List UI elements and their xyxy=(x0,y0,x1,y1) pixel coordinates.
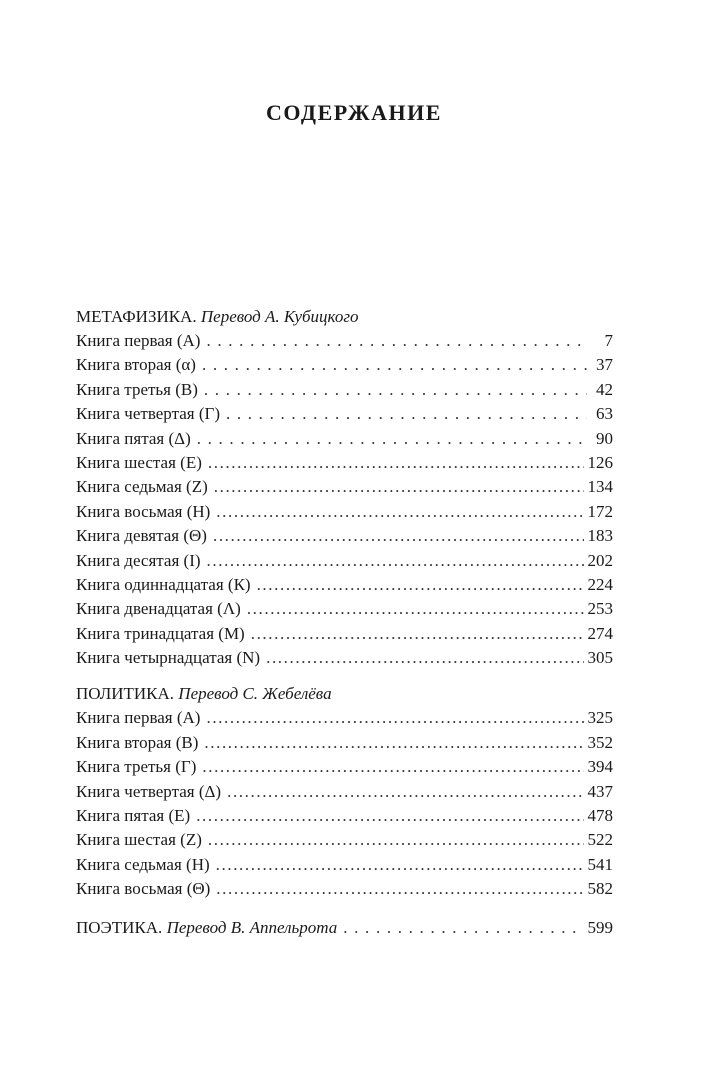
dot-leader xyxy=(197,427,587,451)
dot-leader xyxy=(257,573,584,597)
entry-label: Книга одиннадцатая (К) xyxy=(76,574,251,594)
dot-leader xyxy=(202,755,583,779)
toc-entry xyxy=(76,755,613,779)
toc-entry xyxy=(76,573,613,597)
dot-leader xyxy=(343,916,583,940)
entry-page-number: 42 xyxy=(596,379,613,399)
entry-label: Книга десятая (I) xyxy=(76,550,201,570)
entry-page-number: 202 xyxy=(587,550,613,570)
entry-label: Книга четвертая (Δ) xyxy=(76,781,222,801)
entry-page-number: 224 xyxy=(587,574,613,594)
toc-entry xyxy=(76,877,613,901)
page-title: СОДЕРЖАНИЕ xyxy=(266,100,442,125)
dot-leader xyxy=(206,329,587,353)
dot-leader xyxy=(204,378,587,402)
entry-label: Книга третья (Г) xyxy=(76,757,197,777)
section-title: ПОЛИТИКА. xyxy=(76,684,175,704)
entry-label: Книга шестая (Е) xyxy=(76,452,202,472)
toc-section-metaphysics xyxy=(76,305,613,670)
entry-label: Книга пятая (Δ) xyxy=(76,428,191,448)
entry-page-number: 7 xyxy=(604,331,613,350)
entry-label: Книга четвертая (Г) xyxy=(76,404,220,424)
dot-leader xyxy=(266,646,583,670)
entry-page-number: 63 xyxy=(596,404,613,424)
table-of-contents xyxy=(76,305,613,940)
entry-label: Книга восьмая (Θ) xyxy=(76,879,211,899)
entry-label: Книга восьмая (Н) xyxy=(76,501,211,521)
entry-label: Книга первая (А) xyxy=(76,708,201,728)
entry-page-number: 522 xyxy=(587,830,613,850)
section-title: МЕТАФИЗИКА. xyxy=(76,307,197,326)
entry-page-number: 582 xyxy=(587,879,613,899)
toc-entry xyxy=(76,646,613,670)
toc-entry xyxy=(76,706,613,730)
entry-label: Книга шестая (Z) xyxy=(76,830,202,850)
toc-entry xyxy=(76,853,613,877)
entry-label xyxy=(76,916,343,940)
dot-leader xyxy=(202,353,587,377)
toc-entry xyxy=(76,378,613,402)
section-entries xyxy=(76,329,613,670)
section-entries xyxy=(76,706,613,901)
toc-entry xyxy=(76,780,613,804)
entry-label: Книга седьмая (Z) xyxy=(76,477,208,497)
entry-page-number: 90 xyxy=(596,428,613,448)
toc-entry xyxy=(76,597,613,621)
dot-leader xyxy=(216,853,584,877)
entry-page-number: 183 xyxy=(587,526,613,546)
dot-leader xyxy=(208,451,584,475)
section-heading xyxy=(76,682,613,706)
entry-page-number: 126 xyxy=(587,452,613,472)
entry-label: Книга третья (В) xyxy=(76,379,198,399)
entry-page-number: 437 xyxy=(587,781,613,801)
section-translator: Перевод С. Жебелёва xyxy=(178,684,332,704)
section-heading xyxy=(76,305,613,329)
entry-page-number: 134 xyxy=(587,477,613,497)
entry-label: Книга вторая (В) xyxy=(76,732,199,752)
toc-entry xyxy=(76,524,613,548)
dot-leader xyxy=(204,731,583,755)
toc-entry xyxy=(76,549,613,573)
entry-label: Книга тринадцатая (М) xyxy=(76,623,245,643)
toc-entry xyxy=(76,500,613,524)
entry-label: Книга вторая (α) xyxy=(76,355,196,375)
dot-leader xyxy=(251,622,584,646)
dot-leader xyxy=(214,475,584,499)
dot-leader xyxy=(196,804,583,828)
toc-entry xyxy=(76,475,613,499)
dot-leader xyxy=(206,706,583,730)
toc-entry xyxy=(76,731,613,755)
entry-page-number: 394 xyxy=(587,757,613,777)
entry-page-number: 352 xyxy=(587,732,613,752)
toc-entry xyxy=(76,828,613,852)
dot-leader xyxy=(247,597,584,621)
entry-page-number: 172 xyxy=(587,501,613,521)
entry-page-number: 325 xyxy=(587,708,613,728)
toc-entry xyxy=(76,451,613,475)
section-translator: Перевод А. Кубицкого xyxy=(200,307,359,326)
toc-entry xyxy=(76,427,613,451)
entry-label: Книга седьмая (Н) xyxy=(76,854,210,874)
dot-leader xyxy=(207,549,584,573)
entry-page-number: 274 xyxy=(587,623,613,643)
dot-leader xyxy=(208,828,584,852)
entry-page-number: 541 xyxy=(587,854,613,874)
toc-section-politics xyxy=(76,682,613,901)
entry-page-number: 253 xyxy=(587,599,613,619)
toc-entry xyxy=(76,804,613,828)
entry-label: Книга двенадцатая (Λ) xyxy=(76,599,241,619)
entry-label: Книга первая (А) xyxy=(76,331,201,350)
entry-page-number: 37 xyxy=(596,355,613,375)
toc-entry xyxy=(76,329,613,353)
dot-leader xyxy=(227,780,583,804)
entry-page-number: 478 xyxy=(587,806,613,826)
section-translator: Перевод В. Аппельрота xyxy=(166,917,338,937)
toc-entry xyxy=(76,353,613,377)
toc-entry-poetics xyxy=(76,916,613,940)
toc-entry xyxy=(76,622,613,646)
entry-page-number: 599 xyxy=(587,917,613,937)
entry-label: Книга пятая (Е) xyxy=(76,806,191,826)
entry-label: Книга четырнадцатая (N) xyxy=(76,648,261,668)
section-title: ПОЭТИКА. xyxy=(76,917,163,937)
dot-leader xyxy=(226,402,587,426)
entry-label: Книга девятая (Θ) xyxy=(76,526,207,546)
dot-leader xyxy=(216,500,583,524)
dot-leader xyxy=(216,877,583,901)
entry-page-number: 305 xyxy=(587,648,613,668)
dot-leader xyxy=(213,524,584,548)
toc-entry xyxy=(76,402,613,426)
